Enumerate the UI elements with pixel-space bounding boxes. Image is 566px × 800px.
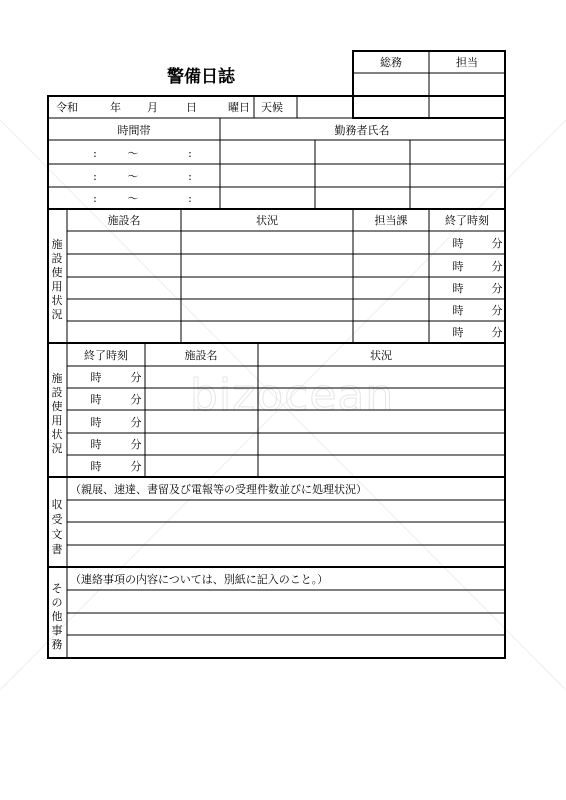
svg-text:受: 受 xyxy=(51,513,63,526)
svg-text::: : xyxy=(188,147,192,160)
svg-text::: : xyxy=(93,170,97,183)
svg-text:分: 分 xyxy=(130,438,142,451)
time-slot-row xyxy=(93,170,192,183)
date-year: 年 xyxy=(110,101,121,114)
svg-text:時: 時 xyxy=(452,326,464,339)
other-duties-section xyxy=(48,567,505,658)
svg-text:収: 収 xyxy=(51,498,63,511)
svg-text:使: 使 xyxy=(51,400,63,413)
facility-usage-side-label xyxy=(52,372,63,455)
facility-name-header: 施設名 xyxy=(184,349,218,362)
svg-text:施: 施 xyxy=(51,372,63,385)
watermark xyxy=(0,120,566,690)
svg-text:分: 分 xyxy=(491,282,503,295)
received-documents-section xyxy=(48,477,505,567)
svg-text::: : xyxy=(93,192,97,205)
svg-text:時: 時 xyxy=(452,304,464,317)
svg-text:施: 施 xyxy=(51,238,63,251)
svg-text::: : xyxy=(93,147,97,160)
approval-header-general-affairs: 総務 xyxy=(380,56,402,69)
svg-text:〜: 〜 xyxy=(127,147,139,160)
other-duties-side-label xyxy=(52,582,63,651)
svg-text:使: 使 xyxy=(51,266,63,279)
svg-text:時: 時 xyxy=(90,460,102,473)
svg-text:分: 分 xyxy=(130,393,142,406)
svg-text:そ: そ xyxy=(51,582,63,595)
svg-text:況: 況 xyxy=(51,308,63,321)
received-documents-side-label xyxy=(52,497,63,556)
svg-text:況: 況 xyxy=(51,442,63,455)
date-month: 月 xyxy=(147,101,158,114)
approval-header-person-in-charge: 担当 xyxy=(456,56,478,69)
svg-text:事: 事 xyxy=(51,624,63,637)
time-slot-row xyxy=(93,192,192,205)
date-era: 令和 xyxy=(56,101,78,114)
watermark-text: bizocean xyxy=(190,370,395,421)
approval-box xyxy=(353,51,505,118)
end-time-cell xyxy=(453,325,503,339)
end-time-cell xyxy=(91,370,142,384)
svg-text:〜: 〜 xyxy=(127,192,139,205)
svg-text:用: 用 xyxy=(51,414,63,427)
received-documents-note: （親展、速達、書留及び電報等の受理件数並びに処理状況） xyxy=(70,483,367,496)
svg-text:分: 分 xyxy=(491,260,503,273)
svg-text:分: 分 xyxy=(130,416,142,429)
svg-text:時: 時 xyxy=(90,416,102,429)
facility-usage-section-2 xyxy=(48,343,505,477)
time-slot-row xyxy=(93,147,192,160)
page-title: 警備日誌 xyxy=(167,67,235,87)
svg-text:分: 分 xyxy=(491,326,503,339)
svg-text:文: 文 xyxy=(51,528,63,541)
other-duties-note: （連絡事項の内容については、別紙に記入のこと。） xyxy=(70,573,329,586)
department-header: 担当課 xyxy=(374,214,408,227)
svg-text:時: 時 xyxy=(90,438,102,451)
svg-text:書: 書 xyxy=(51,543,63,556)
facility-name-header: 施設名 xyxy=(107,214,141,227)
status-header: 状況 xyxy=(256,214,278,227)
end-time-cell xyxy=(453,281,503,295)
svg-text:設: 設 xyxy=(51,386,63,399)
svg-text:時: 時 xyxy=(452,237,464,250)
header-block xyxy=(48,96,505,209)
svg-text:用: 用 xyxy=(51,280,63,293)
facility-usage-section-1 xyxy=(48,209,505,343)
svg-text:分: 分 xyxy=(130,371,142,384)
date-day: 日 xyxy=(186,101,197,114)
end-time-cell xyxy=(453,303,503,317)
svg-text:〜: 〜 xyxy=(127,170,139,183)
svg-text:他: 他 xyxy=(51,610,63,623)
svg-text::: : xyxy=(188,192,192,205)
svg-text:務: 務 xyxy=(51,638,63,651)
end-time-cell xyxy=(91,459,142,473)
svg-text:状: 状 xyxy=(51,294,63,307)
end-time-header: 終了時刻 xyxy=(445,214,489,227)
svg-text:分: 分 xyxy=(491,237,503,250)
end-time-header: 終了時刻 xyxy=(84,349,128,362)
svg-text:時: 時 xyxy=(90,393,102,406)
facility-usage-side-label xyxy=(52,238,63,321)
svg-text:の: の xyxy=(51,596,63,609)
staff-name-header: 勤務者氏名 xyxy=(334,124,390,137)
time-slot-header: 時間帯 xyxy=(117,124,151,137)
end-time-cell xyxy=(453,259,503,273)
end-time-cell xyxy=(453,236,503,250)
svg-text:設: 設 xyxy=(51,252,63,265)
svg-text:分: 分 xyxy=(130,460,142,473)
end-time-cell xyxy=(91,437,142,451)
svg-text:状: 状 xyxy=(51,428,63,441)
svg-text:時: 時 xyxy=(90,371,102,384)
date-weather: 天候 xyxy=(261,101,283,114)
end-time-cell xyxy=(91,392,142,406)
svg-text::: : xyxy=(188,170,192,183)
svg-text:時: 時 xyxy=(452,260,464,273)
svg-text:分: 分 xyxy=(491,304,503,317)
date-weekday: 曜日 xyxy=(228,101,250,114)
svg-text:時: 時 xyxy=(452,282,464,295)
status-header: 状況 xyxy=(370,349,392,362)
end-time-cell xyxy=(91,415,142,429)
